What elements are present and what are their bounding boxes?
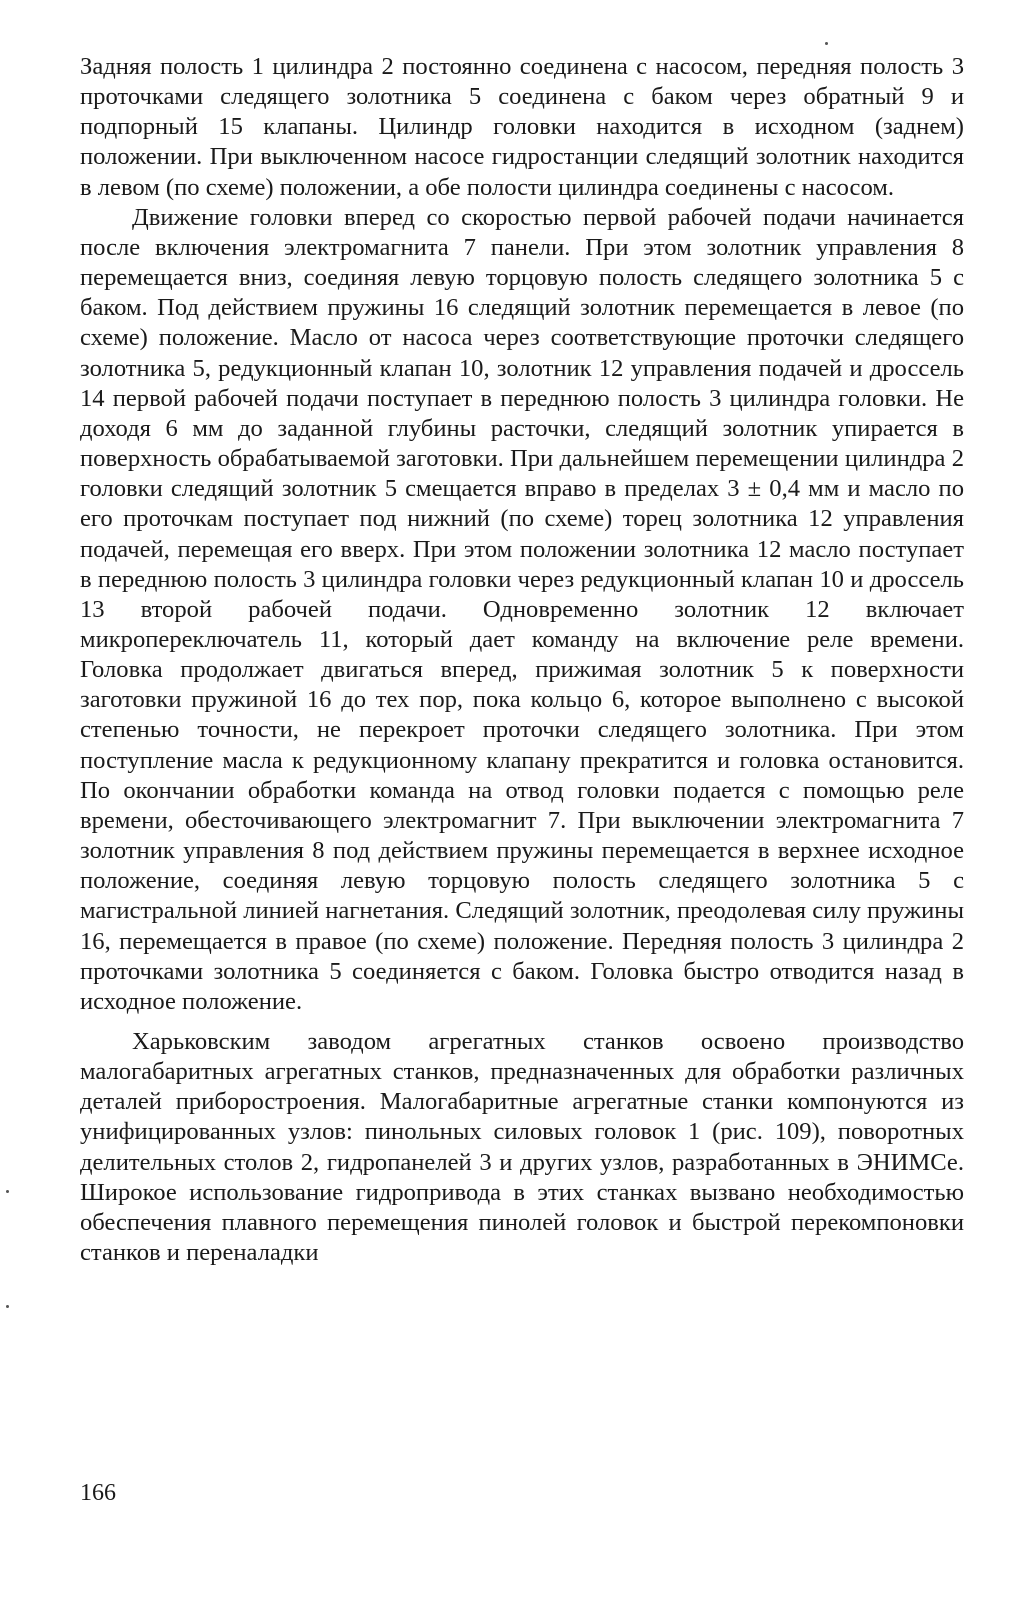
paragraph-1: Задняя полость 1 цилиндра 2 постоянно соединена с насосом, передняя полость 3 проточками следящего золотника 5 соединена с баком через обратный 9 и подпорный 15 клапаны. Цилиндр головки находится в исходном (заднем) положении. При выключенном насосе гидростанции следящий золотник находится в левом (по схеме) положении, а обе полости цилиндра соединены с насосом. bbox=[80, 53, 964, 201]
paragraph-3: Харьковским заводом агрегатных станков освоено производство малогабаритных агрегатных станков, предназначенных для обработки различных деталей приборостроения. Малогабаритные агрегатные станки компонуются из унифицированных узлов: пинольных силовых головок 1 (рис. 109), поворотных делительных столов 2, гидропанелей 3 и других узлов, разработанных в ЭНИМСе. Широкое использование гидропривода в этих станках вызвано необходимостью обеспечения плавного перемещения пинолей головок и быстрой перекомпоновки станков и переналадки bbox=[80, 1028, 964, 1267]
paragraph-gap bbox=[80, 1017, 964, 1027]
page-number: 166 bbox=[80, 1480, 116, 1506]
scan-speck bbox=[6, 1305, 9, 1308]
page-body bbox=[80, 52, 964, 1572]
scan-speck bbox=[825, 42, 828, 45]
paragraph-2: Движение головки вперед со скоростью первой рабочей подачи начинается после включения электромагнита 7 панели. При этом золотник управления 8 перемещается вниз, соединяя левую торцовую полость следящего золотника 5 с баком. Под действием пружины 16 следящий золотник перемещается в левое (по схеме) положение. Масло от насоса через соответствующие проточки следящего золотника 5, редукционный клапан 10, золотник 12 управления подачей и дроссель 14 первой рабочей подачи поступает в переднюю полость 3 цилиндра головки. Не доходя 6 мм до заданной глубины расточки, следящий золотник упирается в поверхность обрабатываемой заготовки. При дальнейшем перемещении цилиндра 2 головки следящий золотник 5 смещается вправо в пределах 3 ± 0,4 мм и масло по его проточкам поступает под нижний (по схеме) торец золотника 12 управления подачей, перемещая его вверх. При этом положении золотника 12 масло поступает в переднюю полость 3 цилиндра головки через редукционный клапан 10 и дроссель 13 второй рабочей подачи. Одновременно золотник 12 включает микропереключатель 11, который дает команду на включение реле времени. Головка продолжает двигаться вперед, прижимая золотник 5 к поверхности заготовки пружиной 16 до тех пор, пока кольцо 6, которое выполнено с высокой степенью точности, не перекроет проточки следящего золотника. При этом поступление масла к редукционному клапану прекратится и головка остановится. По окончании обработки команда на отвод головки подается с помощью реле времени, обесточивающего электромагнит 7. При выключении электромагнита 7 золотник управления 8 под действием пружины перемещается в верхнее исходное положение, соединяя левую торцовую полость следящего золотника 5 с магистральной линией нагнетания. Следящий золотник, преодолевая силу пружины 16, перемещается в правое (по схеме) положение. Передняя полость 3 цилиндра 2 проточками золотника 5 соединяется с баком. Головка быстро отводится назад в исходное положение. bbox=[80, 203, 964, 1015]
scan-speck bbox=[6, 1190, 9, 1193]
